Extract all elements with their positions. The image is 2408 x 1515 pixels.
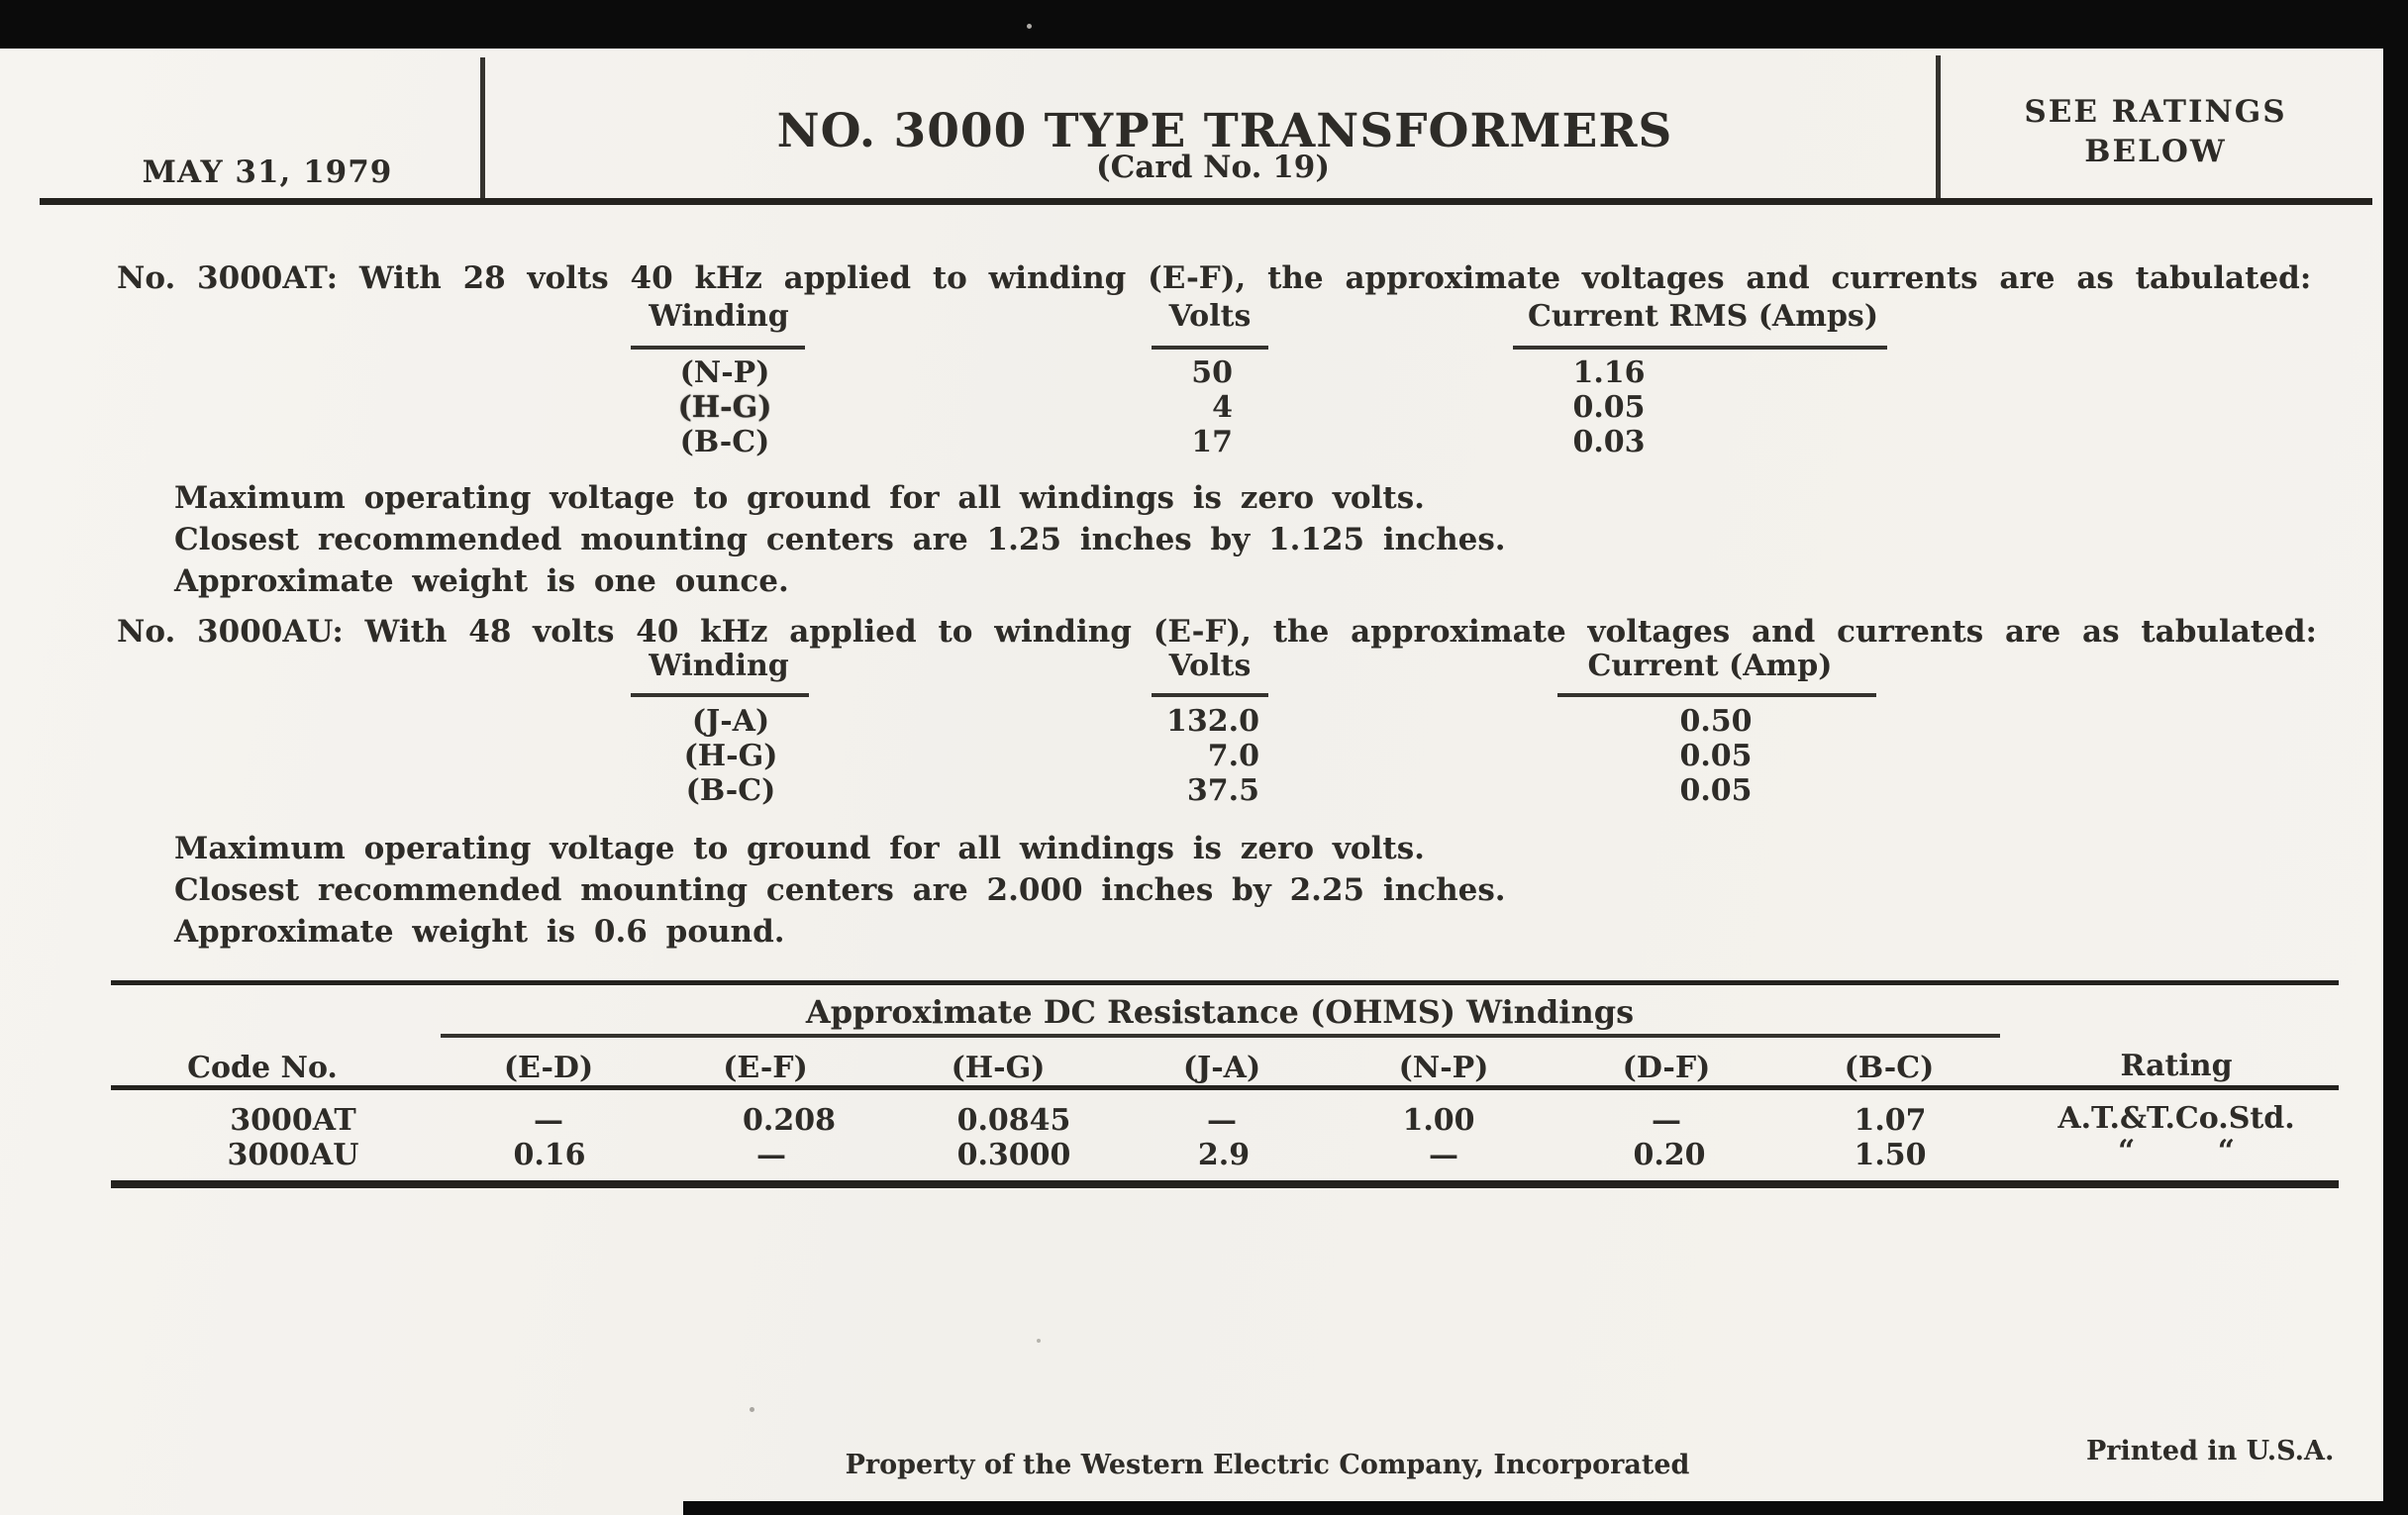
res-header-hg: (H-G) <box>951 1051 1046 1085</box>
at-row-volts: 17 <box>1191 425 1233 459</box>
res-cell: 0.3000 <box>956 1138 1071 1172</box>
au-row-winding: (H-G) <box>683 739 778 773</box>
resistance-table-title-rule <box>441 1034 2000 1038</box>
res-cell: — <box>1652 1103 1681 1138</box>
au-winding-rule <box>631 693 809 697</box>
at-winding-rule <box>631 346 805 350</box>
at-row-winding: (H-G) <box>677 390 772 425</box>
see-ratings-line2: BELOW <box>2084 134 2227 169</box>
res-cell: 0.0845 <box>956 1103 1071 1138</box>
at-col-volts: Volts <box>1168 299 1252 334</box>
scan-frame-top <box>0 0 2408 49</box>
at-current-rule <box>1513 346 1887 350</box>
res-header-code: Code No. <box>187 1051 338 1085</box>
au-volts-rule <box>1152 693 1268 697</box>
header-divider-right <box>1936 55 1941 198</box>
au-note: Approximate weight is 0.6 pound. <box>174 914 785 950</box>
au-row-current: 0.05 <box>1679 739 1753 773</box>
at-row-current: 0.05 <box>1572 390 1646 425</box>
see-ratings-line1: SEE RATINGS <box>2024 94 2287 130</box>
card-title: NO. 3000 TYPE TRANSFORMERS <box>776 104 1673 158</box>
res-header-bc: (B-C) <box>1844 1051 1935 1085</box>
res-header-rating: Rating <box>2120 1049 2233 1083</box>
header-divider-left <box>480 57 485 198</box>
scan-speckle <box>750 1407 754 1412</box>
resistance-table-top-rule <box>111 980 2339 985</box>
au-row-volts: 132.0 <box>1166 704 1259 739</box>
res-cell: 0.20 <box>1633 1138 1706 1172</box>
resistance-table-bottom-rule <box>111 1180 2339 1188</box>
resistance-table-title: Approximate DC Resistance (OHMS) Windings <box>805 993 1635 1031</box>
at-row-current: 0.03 <box>1572 425 1646 459</box>
at-volts-rule <box>1152 346 1268 350</box>
scan-frame-bottom <box>683 1501 2408 1515</box>
card-date: MAY 31, 1979 <box>142 154 393 190</box>
at-row-volts: 4 <box>1212 390 1233 425</box>
intro-3000at: No. 3000AT: With 28 volts 40 kHz applied to winding (E-F), the approximate voltages and currents are as tabulated: <box>117 260 2312 296</box>
au-row-volts: 37.5 <box>1186 773 1259 808</box>
res-cell: — <box>534 1103 563 1138</box>
at-row-winding: (N-P) <box>679 355 770 390</box>
au-col-current: Current (Amp) <box>1587 649 1833 683</box>
scan-speckle <box>1037 1339 1041 1343</box>
footer-property-line: Property of the Western Electric Company, Incorporated <box>845 1450 1690 1480</box>
au-row-winding: (B-C) <box>685 773 776 808</box>
res-header-ja: (J-A) <box>1182 1051 1261 1085</box>
res-cell: 1.00 <box>1402 1103 1475 1138</box>
au-current-rule <box>1557 693 1876 697</box>
res-header-ef: (E-F) <box>723 1051 808 1085</box>
at-row-winding: (B-C) <box>679 425 770 459</box>
at-row-volts: 50 <box>1191 355 1233 390</box>
au-row-winding: (J-A) <box>691 704 770 739</box>
header-rule <box>40 198 2372 205</box>
au-note: Maximum operating voltage to ground for all windings is zero volts. <box>174 831 1425 866</box>
res-cell-rating: A.T.&T.Co.Std. <box>2057 1101 2295 1136</box>
res-header-ed: (E-D) <box>503 1051 594 1085</box>
res-header-df: (D-F) <box>1622 1051 1711 1085</box>
res-cell-rating-ditto: “ “ <box>2117 1134 2236 1168</box>
au-row-volts: 7.0 <box>1207 739 1259 773</box>
au-row-current: 0.50 <box>1679 704 1753 739</box>
res-cell: — <box>1429 1138 1458 1172</box>
au-col-winding: Winding <box>649 649 789 683</box>
resistance-table-header-rule <box>111 1085 2339 1090</box>
at-note: Approximate weight is one ounce. <box>174 563 789 599</box>
scan-speckle <box>1027 24 1032 29</box>
footer-printed-line: Printed in U.S.A. <box>2086 1436 2335 1466</box>
res-header-np: (N-P) <box>1398 1051 1489 1085</box>
at-col-current: Current RMS (Amps) <box>1527 299 1879 334</box>
at-row-current: 1.16 <box>1572 355 1646 390</box>
res-cell: 1.50 <box>1854 1138 1927 1172</box>
res-cell: — <box>1207 1103 1237 1138</box>
at-note: Maximum operating voltage to ground for all windings is zero volts. <box>174 480 1425 516</box>
at-col-winding: Winding <box>649 299 789 334</box>
see-ratings-note <box>2024 92 2286 171</box>
scan-frame-right <box>2383 0 2408 1515</box>
card-subtitle: (Card No. 19) <box>1095 150 1331 185</box>
res-cell-code: 3000AT <box>230 1103 356 1138</box>
res-cell: — <box>756 1138 786 1172</box>
at-note: Closest recommended mounting centers are 1.25 inches by 1.125 inches. <box>174 522 1506 557</box>
res-cell: 1.07 <box>1854 1103 1927 1138</box>
res-cell: 0.16 <box>513 1138 586 1172</box>
au-col-volts: Volts <box>1168 649 1252 683</box>
res-cell: 2.9 <box>1197 1138 1251 1172</box>
intro-3000au: No. 3000AU: With 48 volts 40 kHz applied to winding (E-F), the approximate voltages and currents are as tabulated: <box>117 614 2317 650</box>
au-row-current: 0.05 <box>1679 773 1753 808</box>
res-cell-code: 3000AU <box>227 1138 359 1172</box>
au-note: Closest recommended mounting centers are 2.000 inches by 2.25 inches. <box>174 872 1506 908</box>
res-cell: 0.208 <box>743 1103 836 1138</box>
